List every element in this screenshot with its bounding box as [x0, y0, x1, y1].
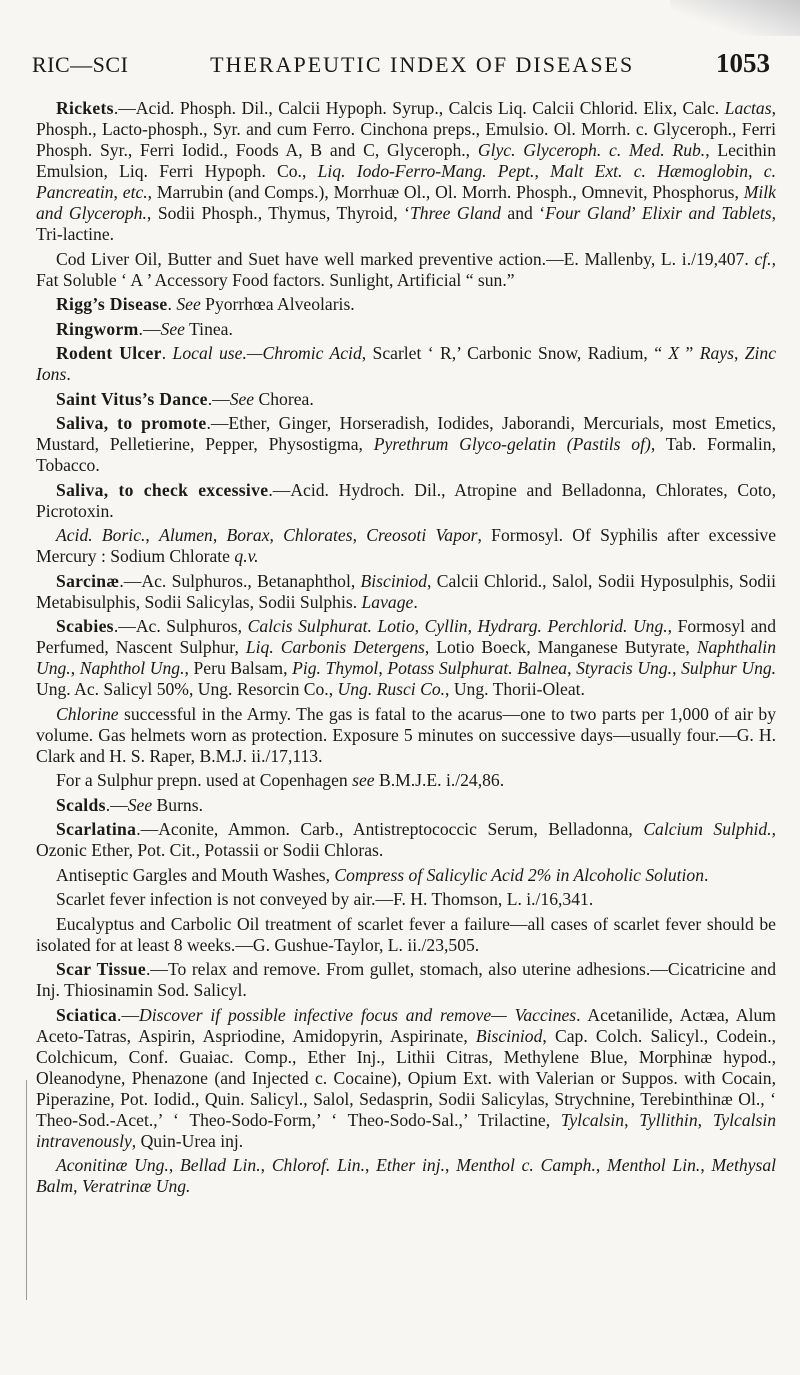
entry-italic-text: Alumen [159, 525, 213, 545]
header-title: THERAPEUTIC INDEX OF DISEASES [210, 52, 635, 77]
entry-italic-text: Acid. Boric. [56, 525, 146, 545]
entry-italic-text: Tylcalsin [560, 1109, 625, 1130]
index-entry [36, 98, 776, 245]
entry-text: , [145, 525, 160, 545]
entry-text: , [378, 658, 388, 678]
running-header [32, 48, 770, 82]
index-entry [36, 1005, 776, 1152]
entry-text: , [595, 1155, 608, 1175]
entry-text: , Lotio Boeck, Manganese Butyrate, [424, 637, 697, 657]
entry-text: , [113, 182, 123, 202]
entry-text: Burns. [152, 794, 203, 815]
entry-text: Antiseptic Gargles and Mouth Washes, [56, 864, 335, 885]
entry-headword: Rickets [56, 98, 114, 118]
index-entry [36, 819, 776, 861]
entry-text: , [700, 1155, 712, 1175]
entry-italic-text: Calcis Sulphurat. Lotio [247, 616, 415, 636]
entry-italic-text: Chlorates [283, 525, 353, 545]
entry-text: , Tab. Formalin, Tobacco. [36, 434, 777, 475]
entry-text: , Phosph., Lacto-phosph., Syr. and cum Ferro. Cinchona preps., Emulsio. Ol. Morrh. c. Glyceroph., Ferri Phosph. Syr., Ferri Iodid., Foods A, B and C, Glyceroph., [36, 98, 776, 160]
entry-text: Pyorrhœa Alveolaris. [200, 294, 355, 314]
entry-italic-text: Bisciniod [475, 1025, 543, 1046]
entry-italic-text: Pyrethrum Glyco-gelatin (Pastils of) [373, 434, 651, 454]
entry-headword: Saliva, to promote [56, 413, 207, 433]
entry-italic-text: See [176, 294, 201, 314]
entry-text: successful in the Army. The gas is fatal to the acarus—one to two parts per 1,000 of air by volume. Gas helmets worn as protection. Exposure 5 minutes on successive days—usually four.—G. H. Clark and H. S. Raper, B.M.J. ii./17,113. [36, 703, 776, 766]
entry-text: , Formosyl. Of Syphilis after excessive Mercury : Sodium Chlorate [36, 525, 777, 566]
index-entry [36, 294, 776, 315]
entry-text: , [269, 525, 284, 545]
index-body [36, 98, 776, 1201]
page-corner-fold [670, 0, 800, 36]
entry-text: , [364, 1155, 377, 1175]
entry-text: .—Ether, Ginger, Horseradish, Iodides, Jaborandi, Mercurials, most Emetics, Mustard, Pelletierine, Pepper, Physostigma, [36, 413, 776, 454]
entry-italic-text: X [668, 343, 680, 363]
entry-italic-text: Borax [226, 525, 270, 545]
entry-text: . [161, 343, 173, 363]
entry-text: , Sodii Phosph., Thymus, Thyroid, ‘ [146, 203, 410, 223]
header-section-range: RIC—SCI [32, 52, 129, 77]
entry-italic-text: Liq. Iodo-Ferro-Mang. Pept. [317, 161, 535, 181]
entry-text: Cod Liver Oil, Butter and Suet have well marked preventive action.—E. Mallenby, L. i./19,407. [56, 248, 755, 269]
entry-italic-text: Menthol Lin. [607, 1155, 701, 1175]
entry-text: , Quin-Urea inj. [131, 1130, 244, 1151]
entry-text: .—Ac. Sulphuros., Betanaphthol, [119, 570, 361, 591]
entry-italic-text: Lactas [724, 98, 772, 118]
entry-italic-text: Malt Ext. c. Hæmoglobin [550, 161, 749, 181]
entry-text: .— [105, 794, 128, 815]
entry-text: , Marrubin (and Comps.), Morrhuæ Ol., Ol. Morrh. Phosph., Omnevit, Phosphorus, [147, 182, 744, 202]
entry-text: , [70, 658, 80, 678]
left-margin-rule [26, 1080, 27, 1300]
entry-italic-text: Menthol c. Camph. [456, 1155, 596, 1175]
index-entry [36, 616, 776, 700]
entry-text: .—Acid. Hydroch. Dil., Atropine and Belladonna, Chlorates, Coto, Picrotoxin. [36, 479, 776, 521]
entry-text: Ung. Ac. Salicyl 50%, Ung. Resorcin Co., [36, 679, 338, 699]
index-entry [36, 865, 776, 886]
entry-text: , [733, 343, 745, 363]
entry-headword: Sarcinæ [56, 570, 120, 591]
entry-italic-text: Chlorine [56, 703, 119, 724]
entry-headword: Saint Vitus’s Dance [56, 388, 208, 409]
entry-italic-text: Compress of Salicylic Acid 2% in Alcoholic Solution [334, 864, 705, 885]
entry-text: , Calcii Chlorid., Salol, Sodii Hyposulphis, Sodii Metabisulphis, Sodii Salicylas, Sodii Sulphis. [36, 570, 776, 612]
entry-italic-text: Tyllithin [639, 1109, 698, 1130]
entry-text: , [748, 161, 764, 181]
entry-text: , [534, 161, 551, 181]
entry-text: , Cap. Colch. Salicyl., Codein., Colchicum, Conf. Guaiac. Comp., Ether Inj., Lithii Citras, Methylene Blue, Morphinæ hypod., Oleanodyne, Phenazone (and Injected c. Cocaine), Opium Ext. with Valerian or Suppos. with Cocain, Piperazine, Pot. Iodid., Quin. Salicyl., Salol, Sedasprin, Sodii Salicylas, Strychnine, Terebinthinæ Ol., ‘ Theo-Sod.-Acet.,’ ‘ Theo-Sodo-Form,’ ‘ Theo-Sodo-Sal.,’ Trilactine, [36, 1025, 776, 1130]
entry-italic-text: Tylcalsin intravenously [36, 1109, 777, 1151]
entry-text: , Tri-lactine. [36, 203, 776, 244]
entry-text: .—Acid. Phosph. Dil., Calcii Hypoph. Syrup., Calcis Liq. Calcii Chlorid. Elix, Calc. [113, 98, 725, 118]
entry-italic-text: Hydrarg. Perchlorid. Ung. [477, 616, 668, 636]
index-entry [36, 343, 776, 385]
entry-headword: Rodent Ulcer [56, 343, 162, 363]
entry-italic-text: Zinc Ions [36, 343, 777, 384]
entry-text: .—To relax and remove. From gullet, stomach, also uterine adhesions.—Cicatricine and Inj. Thiosinamin Sod. Salicyl. [36, 959, 776, 1000]
entry-italic-text: Discover if possible infective focus and remove— Vaccines [139, 1004, 577, 1025]
entry-text: B.M.J.E. i./24,86. [374, 770, 505, 790]
entry-text: . Acetanilide, Actæa, Alum Aceto-Tatras, Aspirin, Aspriodine, Amidopyrin, Aspirinate, [36, 1004, 776, 1046]
entry-headword: Scalds [56, 794, 106, 815]
entry-italic-text: Milk and Glyceroph. [36, 182, 776, 223]
entry-text: , [567, 658, 577, 678]
entry-headword: Scabies [56, 616, 114, 636]
entry-headword: Scarlatina [56, 819, 137, 839]
entry-italic-text: Cyllin [424, 616, 468, 636]
entry-text: Scarlet fever infection is not conveyed by air.—F. H. Thomson, L. i./16,341. [56, 889, 594, 909]
entry-italic-text: Sulphur Ung. [681, 658, 777, 678]
entry-text: Eucalyptus and Carbolic Oil treatment of scarlet fever a failure—all cases of scarlet fever should be isolated for at least 8 weeks.—G. Gushue-Taylor, L. ii./23,505. [36, 913, 776, 955]
index-entry [36, 889, 776, 910]
entry-text: , [697, 1109, 713, 1130]
entry-text: , Ozonic Ether, Pot. Cit., Potassii or Sodii Chloras. [36, 819, 776, 860]
entry-text: .— [138, 318, 161, 339]
entry-italic-text: cf. [754, 248, 772, 269]
entry-text: For a Sulphur prepn. used at Copenhagen [56, 770, 353, 790]
entry-italic-text: Elixir and Tablets [641, 203, 772, 223]
index-entry [36, 704, 776, 767]
entry-italic-text: Naphthol Ung. [79, 658, 185, 678]
entry-italic-text: etc. [122, 182, 148, 202]
entry-italic-text: Lavage [361, 591, 414, 612]
entry-text: , [672, 658, 682, 678]
entry-text: , [445, 1155, 457, 1175]
entry-headword: Saliva, to check excessive [56, 479, 269, 500]
entry-text: , [168, 1155, 181, 1175]
entry-italic-text: Bisciniod [360, 570, 428, 591]
index-entry [36, 413, 776, 476]
entry-italic-text: Liq. Carbonis Detergens [245, 637, 425, 657]
entry-text: . [704, 864, 709, 885]
entry-headword: Ringworm [56, 318, 139, 339]
entry-italic-text: Ung. Rusci Co. [337, 679, 446, 699]
entry-text: , Peru Balsam, [184, 658, 293, 678]
entry-italic-text: Rays [699, 343, 734, 363]
entry-text: , [212, 525, 227, 545]
entry-text: , Fat Soluble ‘ A ’ Accessory Food factors. Sunlight, Artificial “ sun.” [36, 248, 776, 290]
index-entry [36, 795, 776, 816]
entry-text: . [167, 294, 177, 314]
entry-italic-text: Chlorof. Lin. [271, 1155, 365, 1175]
entry-text: , [73, 1176, 82, 1196]
entry-italic-text: See [160, 318, 185, 339]
entry-text: , Formosyl and Perfumed, Nascent Sulphur, [36, 616, 777, 657]
entry-italic-text: Glyc. Glyceroph. c. Med. Rub. [477, 140, 706, 160]
index-entry [36, 319, 776, 340]
index-entry [36, 1155, 776, 1197]
entry-text: , Ung. Thorii-Oleat. [445, 679, 585, 699]
entry-italic-text: Creosoti Vapor [366, 525, 478, 545]
entry-italic-text: Local use.—Chromic Acid [172, 343, 362, 363]
index-entry [36, 914, 776, 956]
entry-italic-text: Ether inj. [376, 1155, 446, 1175]
entry-italic-text: c. Pancreatin [36, 161, 776, 202]
entry-text: , [414, 616, 425, 636]
entry-text: and ‘ [500, 203, 546, 223]
page-number: 1053 [715, 48, 770, 78]
entry-text: , [624, 1109, 640, 1130]
entry-text: , [352, 525, 367, 545]
entry-italic-text: Three Gland [410, 203, 501, 223]
index-entry [36, 249, 776, 291]
index-entry [36, 770, 776, 791]
entry-italic-text: Potass Sulphurat. Balnea [387, 658, 568, 678]
entry-text: . [413, 591, 418, 612]
entry-text: , [260, 1155, 272, 1175]
entry-italic-text: q.v. [234, 546, 259, 566]
entry-text: , [467, 616, 478, 636]
entry-italic-text: Styracis Ung. [576, 658, 673, 678]
index-entry [36, 959, 776, 1001]
index-entry [36, 389, 776, 410]
entry-italic-text: see [352, 770, 375, 790]
entry-text: ’ [630, 203, 642, 223]
index-entry [36, 571, 776, 613]
entry-text: . [66, 364, 71, 384]
entry-italic-text: Bellad Lin. [180, 1155, 261, 1175]
entry-text: , Scarlet ‘ R,’ Carbonic Snow, Radium, “ [361, 343, 669, 363]
entry-italic-text: Aconitinæ Ung. [56, 1155, 169, 1175]
entry-italic-text: Four Gland [545, 203, 631, 223]
entry-italic-text: See [127, 794, 153, 815]
entry-italic-text: Methysal Balm [36, 1155, 777, 1196]
index-entry [36, 480, 776, 522]
entry-text: .— [207, 388, 230, 409]
entry-text: .—Aconite, Ammon. Carb., Antistreptococcic Serum, Belladonna, [136, 819, 644, 839]
entry-text: .—Ac. Sulphuros, [113, 616, 248, 636]
entry-italic-text: Pig. Thymol [292, 658, 379, 678]
entry-text: Chorea. [254, 388, 314, 409]
entry-headword: Rigg’s Disease [56, 294, 168, 314]
entry-italic-text: See [229, 388, 255, 409]
entry-italic-text: Calcium Sulphid. [643, 819, 772, 839]
entry-italic-text: Naphthalin Ung. [36, 637, 776, 678]
index-entry [36, 525, 776, 567]
entry-headword: Sciatica [56, 1004, 118, 1025]
entry-text: Tinea. [184, 318, 233, 339]
entry-text: .— [117, 1004, 140, 1025]
entry-headword: Scar Tissue [56, 959, 146, 979]
entry-italic-text: Veratrinæ Ung. [81, 1176, 191, 1196]
entry-text: , Lecithin Emulsion, Liq. Ferri Hypoph. Co., [36, 140, 776, 181]
entry-text: ” [679, 343, 700, 363]
